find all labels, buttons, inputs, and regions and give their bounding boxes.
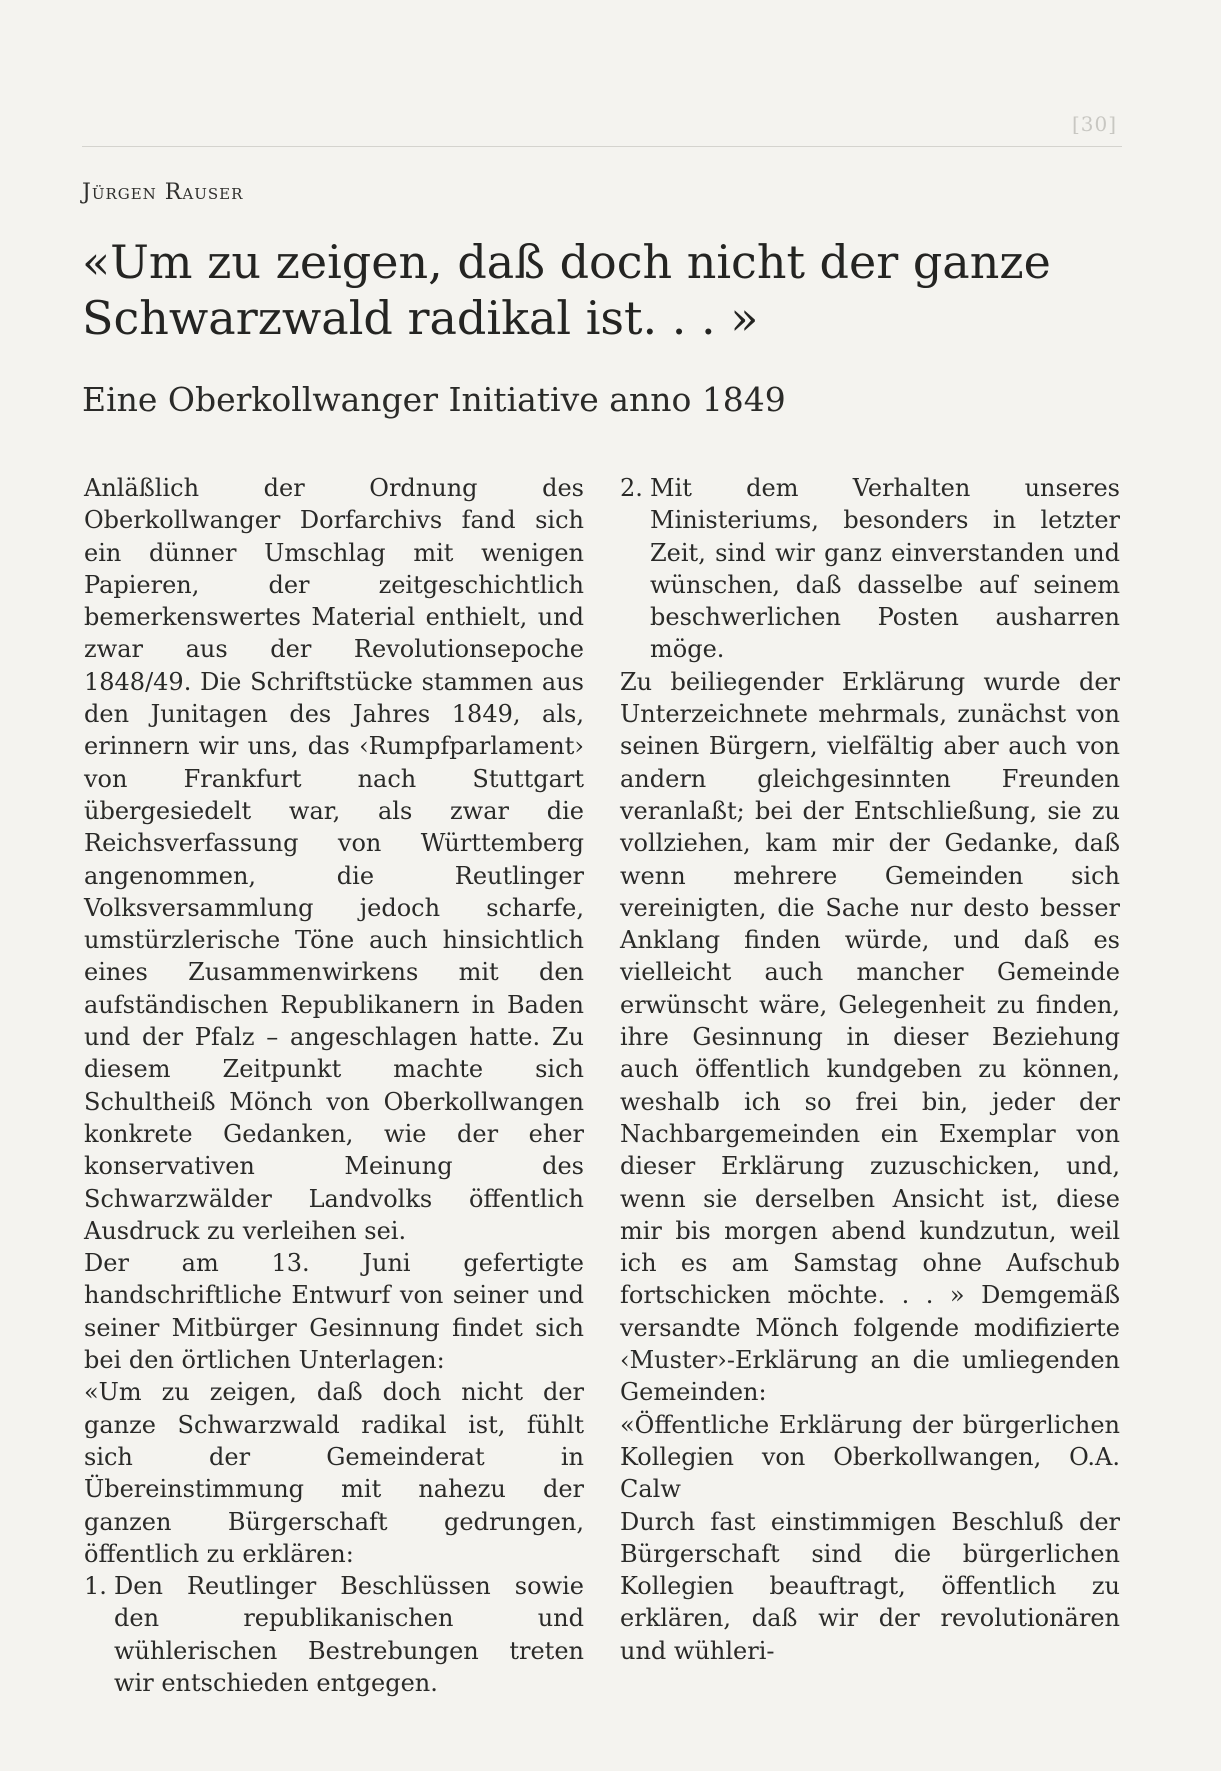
article-subtitle: Eine Oberkollwanger Initiative anno 1849 bbox=[82, 380, 786, 419]
list-text: Mit dem Verhalten unseres Ministeriums, besonders in letzter Zeit, sind wir ganz einverstanden und wünschen, daß dasselbe auf seinem beschwerlichen Posten ausharren möge. bbox=[650, 474, 1120, 664]
list-text: Den Reutlinger Beschlüssen sowie den republikanischen und wühlerischen Bestrebungen treten wir entschieden entgegen. bbox=[114, 1572, 584, 1697]
article-title bbox=[82, 234, 1082, 346]
title-line-2: Schwarzwald radikal ist. . . » bbox=[82, 291, 759, 345]
page-number: [30] bbox=[1072, 112, 1118, 136]
header-rule bbox=[82, 146, 1122, 147]
quote-paragraph: «Um zu zeigen, daß doch nicht der ganze Schwarzwald radikal ist, fühlt sich der Gemeinderat in Übereinstimmung mit nahezu der ganzen Bürgerschaft gedrungen, öffentlich zu erklären: bbox=[84, 1378, 584, 1568]
author-name: Jürgen Rauser bbox=[82, 180, 244, 205]
quote-paragraph: «Öffentliche Erklärung der bürgerlichen Kollegien von Oberkollwangen, O.A. Calw bbox=[620, 1410, 1120, 1504]
left-column bbox=[84, 472, 584, 1699]
paragraph: Zu beiliegender Erklärung wurde der Unterzeichnete mehrmals, zunächst von seinen Bürgern, vielfältig aber auch von andern gleichgesinnten Freunden veranlaßt; bei der Entschließung, sie zu vollziehen, kam mir der Gedanke, daß wenn mehrere Gemeinden sich vereinigten, die Sache nur desto besser Anklang finden würde, und daß es vielleicht auch mancher Gemeinde erwünscht wäre, Gelegenheit zu finden, ihre Gesinnung in dieser Beziehung auch öffentlich kundgeben zu können, weshalb ich so frei bin, jeder der Nachbargemeinden ein Exemplar von dieser Erklärung zuzuschicken, und, wenn sie derselben Ansicht ist, diese mir bis morgen abend kundzutun, weil ich es am Samstag ohne Aufschub fortschicken möchte. . . » Demgemäß versandte Mönch folgende modifizierte ‹Muster›-Erklärung an die umliegenden Gemeinden: bbox=[620, 667, 1120, 1407]
title-line-1: «Um zu zeigen, daß doch nicht der ganze bbox=[82, 235, 1051, 289]
list-item bbox=[620, 472, 1120, 666]
list-item bbox=[84, 1570, 584, 1699]
paragraph: Durch fast einstimmigen Beschluß der Bürgerschaft sind die bürgerlichen Kollegien beauftragt, öffentlich zu erklären, daß wir der revolutionären und wühleri- bbox=[620, 1507, 1120, 1665]
paragraph: Anläßlich der Ordnung des Oberkollwanger Dorfarchivs fand sich ein dünner Umschlag mit wenigen Papieren, der zeitgeschichtlich bemerkenswertes Material enthielt, und zwar aus der Revolutionsepoche 1848/49. Die Schriftstücke stammen aus den Junitagen des Jahres 1849, als, erinnern wir uns, das ‹Rumpfparlament› von Frankfurt nach Stuttgart übergesiedelt war, als zwar die Reichsverfassung von Württemberg angenommen, die Reutlinger Volksversammlung jedoch scharfe, umstürzlerische Töne auch hinsichtlich eines Zusammenwirkens mit den aufständischen Republikanern in Baden und der Pfalz – angeschlagen hatte. Zu diesem Zeitpunkt machte sich Schultheiß Mönch von Oberkollwangen konkrete Gedanken, wie der eher konservativen Meinung des Schwarzwälder Landvolks öffentlich Ausdruck zu verleihen sei. bbox=[84, 474, 584, 1245]
list-number: 1. bbox=[84, 1572, 107, 1601]
right-column bbox=[620, 472, 1120, 1667]
list-number: 2. bbox=[620, 474, 643, 502]
paragraph: Der am 13. Juni gefertigte handschriftliche Entwurf von seiner und seiner Mitbürger Gesinnung findet sich bei den örtlichen Unterlagen: bbox=[84, 1249, 584, 1375]
